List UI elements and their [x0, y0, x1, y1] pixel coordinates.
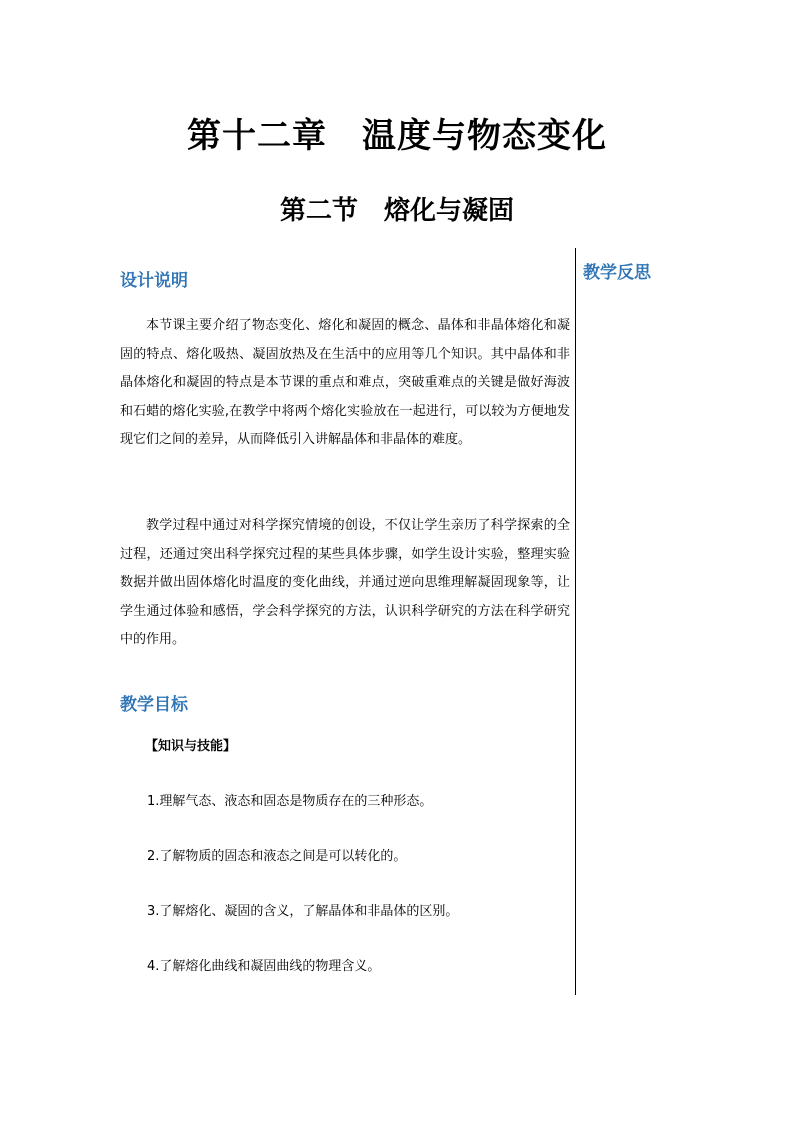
- section-title: 第二节 熔化与凝固: [279, 196, 514, 226]
- design-paragraph-2: 教学过程中通过对科学探究情境的创设，不仅让学生亲历了科学探索的全过程，还通过突出科学探究过程的某些具体步骤，如学生设计实验，整理实验数据并做出固体熔化时温度的变化曲线，并通过逆向思维理解凝固现象等，让学生通过体验和感悟，学会科学探究的方法，认识科学研究的方法在科学研究中的作用。: [120, 518, 570, 647]
- objective-item: 4.了解熔化曲线和凝固曲线的物理含义。: [147, 959, 381, 974]
- objective-item: 3.了解熔化、凝固的含义，了解晶体和非晶体的区别。: [147, 904, 459, 919]
- teaching-objectives-heading: 教学目标: [120, 695, 188, 715]
- knowledge-skills-subheading: 【知识与技能】: [145, 739, 237, 754]
- column-divider: [575, 248, 576, 995]
- objective-item: 1.理解气态、液态和固态是物质存在的三种形态。: [147, 794, 433, 809]
- teaching-reflection-heading: 教学反思: [583, 263, 651, 283]
- chapter-title: 第十二章 温度与物态变化: [187, 116, 607, 156]
- objective-item: 2.了解物质的固态和液态之间是可以转化的。: [147, 849, 407, 864]
- design-paragraph-1: 本节课主要介绍了物态变化、熔化和凝固的概念、晶体和非晶体熔化和凝固的特点、熔化吸热、凝固放热及在生活中的应用等几个知识。其中晶体和非晶体熔化和凝固的特点是本节课的重点和难点，突破重难点的关键是做好海波和石蜡的熔化实验,在教学中将两个熔化实验放在一起进行，可以较为方便地发现它们之间的差异，从而降低引入讲解晶体和非晶体的难度。: [120, 318, 570, 447]
- design-notes-heading: 设计说明: [120, 271, 188, 291]
